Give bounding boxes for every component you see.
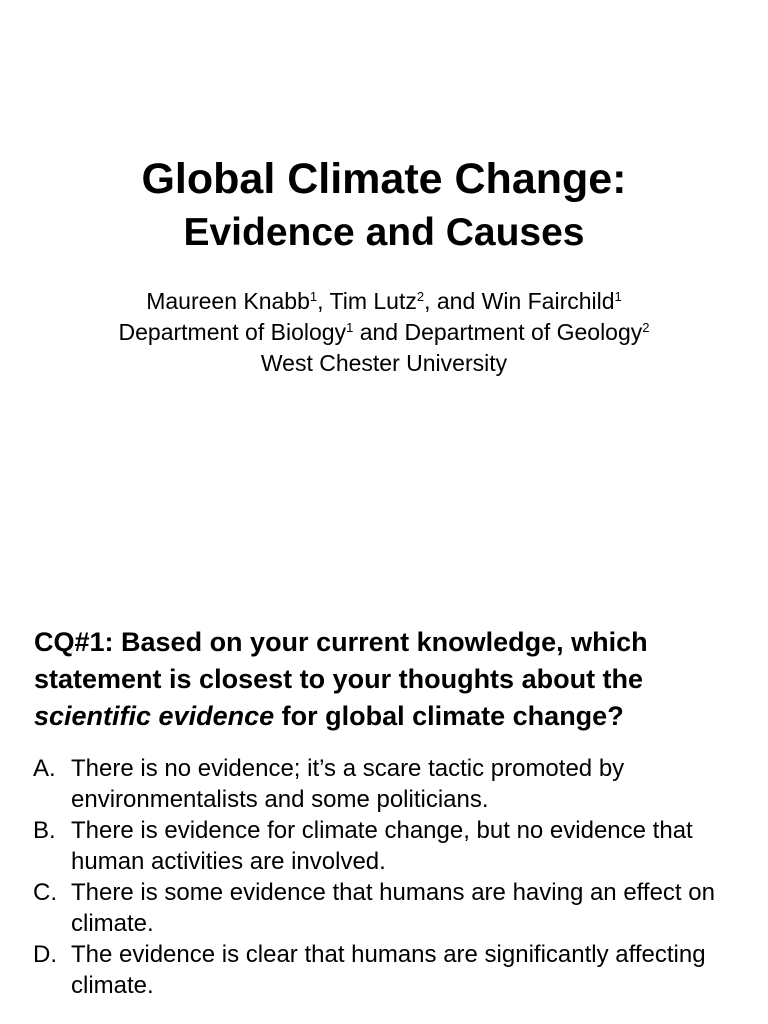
author-name: Maureen Knabb (146, 288, 310, 314)
question-text: for global climate change? (274, 701, 624, 731)
author-block (0, 286, 768, 379)
answer-choice (33, 753, 748, 815)
question-slide (0, 512, 768, 1024)
affiliation-mark: 1 (614, 289, 622, 304)
department-separator: and (353, 319, 405, 345)
author-name: Win Fairchild (481, 288, 615, 314)
choice-text: The evidence is clear that humans are significantly affecting climate. (71, 941, 706, 999)
choice-letter: D. (33, 941, 57, 968)
author-separator: , (317, 288, 330, 314)
slide-title: Global Climate Change: (141, 155, 627, 203)
answer-choice (33, 877, 748, 939)
department-line (0, 317, 768, 348)
choice-text: There is evidence for climate change, but no evidence that human activities are involved. (71, 817, 693, 875)
choice-letter: A. (33, 755, 56, 782)
choice-text: There is some evidence that humans are having an effect on climate. (71, 879, 715, 937)
choice-letter: B. (33, 817, 56, 844)
slide-subtitle: Evidence and Causes (183, 211, 585, 254)
answer-choice (33, 939, 748, 1001)
clicker-question (34, 624, 754, 735)
affiliation-mark: 2 (642, 320, 650, 335)
answer-choices (33, 753, 748, 1001)
author-line (0, 286, 768, 317)
university-line: West Chester University (260, 350, 508, 376)
author-separator: , and (424, 288, 482, 314)
question-emphasis: scientific evidence (34, 701, 275, 731)
question-text: CQ#1: Based on your current knowledge, which statement is closest to your thoughts about the (34, 627, 648, 694)
affiliation-mark: 2 (416, 289, 425, 304)
department-name: Department of Biology (118, 319, 347, 345)
department-name: Department of Geology (404, 319, 643, 345)
author-name: Tim Lutz (329, 288, 417, 314)
choice-text: There is no evidence; it’s a scare tactic promoted by environmentalists and some politicians. (71, 755, 625, 813)
answer-choice (33, 815, 748, 877)
choice-letter: C. (33, 879, 57, 906)
affiliation-mark: 1 (309, 289, 318, 304)
affiliation-mark: 1 (346, 320, 354, 335)
